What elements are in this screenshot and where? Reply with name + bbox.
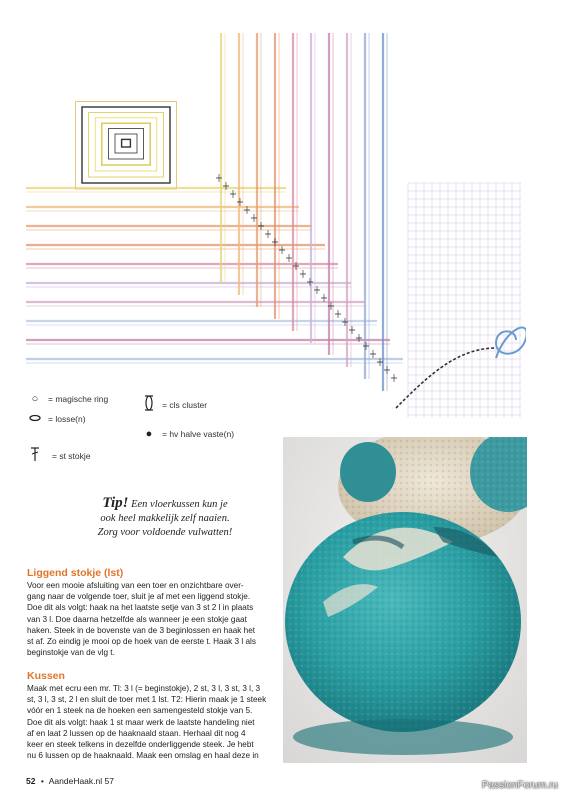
chart-round	[89, 112, 164, 177]
chart-round	[95, 118, 157, 171]
legend-double-crochet: = st stokje	[28, 446, 91, 465]
page-number: 52	[26, 776, 36, 786]
chain-icon	[28, 413, 42, 425]
tip-label: Tip!	[102, 495, 129, 511]
cluster-icon	[142, 394, 156, 415]
cushion-photo	[283, 437, 527, 763]
filled-dot-icon: ●	[145, 428, 153, 440]
section-body-liggend-stokje: Voor een mooie afsluiting van een toer en onzichtbare over- gang naar de volgende toer, sluit je af met een liggend stokje. Doe dit als volgt: haak na het laatste setje van 3 st 2 l in plaats van 3 l. Doe daarna hetzelfde als wanneer je een stokje gaat haken. Steek in de bovenste van de 3 beginlossen en haak het st af. Zo eindig je mooi op de hoek van de eerste t. Haak 3 l als beginstokje van de vlg t.	[27, 581, 256, 658]
site-name: AandeHaak.nl	[48, 776, 103, 786]
chart-round	[122, 139, 131, 147]
page-footer: 52 • AandeHaak.nl 57	[26, 776, 114, 786]
section-body-kussen: Maak met ecru een mr. Tl: 3 l (= beginstokje), 2 st, 3 l, 3 st, 3 l, 3 st, 3 l, 3 st, 2 l en sluit de toer met 1 lst. T2: Hierin maak je 1 steek vóór en 1 steek na de hoeken een samengesteld stokje van 5. Doe dit als volgt: haak 1 st maar werk de laatste handeling niet af en laat 2 lussen op de haaknaald staan. Herhaal dit nog 4 keer en steek telkens in dezelfde onderliggende steek. Je hebt nu 6 lussen op de haaknaald. Maak een omslag en haal deze in	[27, 684, 267, 761]
legend-magic-ring: ○ = magische ring	[28, 393, 108, 405]
double-crochet-icon	[28, 446, 42, 465]
legend-cluster: = cls cluster	[142, 394, 207, 415]
magic-ring-icon: ○	[31, 393, 39, 405]
legend-half-double: ● = hv halve vaste(n)	[142, 428, 234, 440]
chart-round	[75, 102, 176, 189]
chart-round	[115, 134, 137, 153]
watermark: PassionForum.ru	[481, 780, 558, 791]
section-title-liggend-stokje: Liggend stokje (lst)	[27, 567, 124, 579]
section-title-kussen: Kussen	[27, 670, 65, 682]
crochet-chart	[26, 28, 526, 418]
issue-number: 57	[104, 776, 114, 786]
legend-chain: = losse(n)	[28, 413, 86, 425]
chart-round	[108, 129, 143, 159]
tip-box: Tip! Een vloerkussen kun je ook heel makkelijk zelf naaien. Zorg voor voldoende vulwatten!	[97, 495, 233, 538]
